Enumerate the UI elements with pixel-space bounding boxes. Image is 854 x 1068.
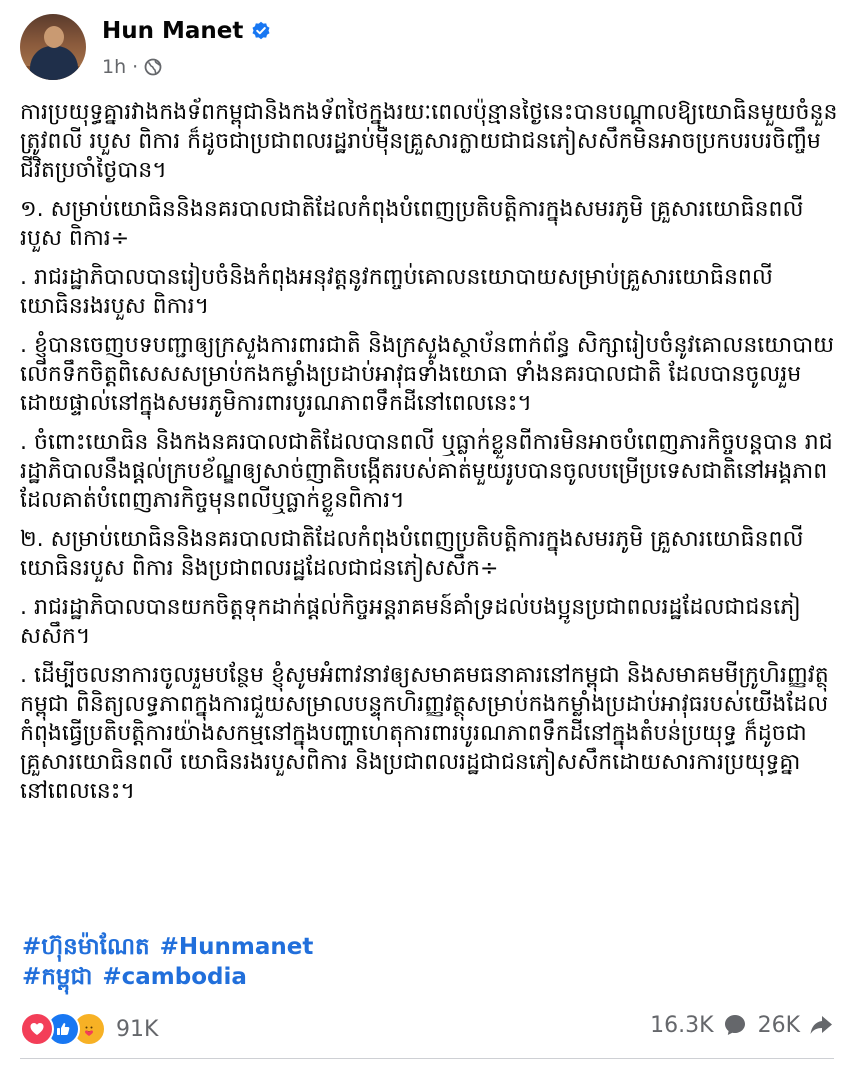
- reactions-summary[interactable]: [20, 1012, 158, 1046]
- hashtag-link[interactable]: #Hunmanet: [159, 934, 314, 960]
- engagement-stats: [650, 1012, 834, 1038]
- love-icon: [20, 1012, 54, 1046]
- comment-icon: [722, 1012, 748, 1038]
- hashtag-link[interactable]: #ហ៊ុនម៉ាណែត: [22, 934, 150, 960]
- post-timestamp[interactable]: 1h: [102, 56, 127, 78]
- post-paragraph: ២. សម្រាប់យោធិននិងនគរបាលជាតិដែលកំពុងបំពេញប្រតិបត្តិការក្នុងសមរភូមិ គ្រួសារយោធិនពលី យោធិនរបួស ពិការ និងប្រជាពលរដ្ឋដែលជាជនភៀសសឹក÷: [20, 527, 804, 581]
- post-meta: [102, 56, 162, 78]
- hashtag-link[interactable]: #កម្ពុជា: [22, 964, 93, 990]
- post-paragraph: . ដើម្បីចលនាការចូលរួមបន្ថែម ខ្ញុំសូមអំពាវនាវឲ្យសមាគមធនាគារនៅកម្ពុជា និងសមាគមមីក្រូហិរញ្ញវត្ថុកម្ពុជា ពិនិត្យលទ្ធភាពក្នុងការជួយសម្រាលបន្ទុកហិរញ្ញវត្ថុសម្រាប់កងកម្លាំងប្រដាប់អាវុធរបស់យើងដែលកំពុងធ្វើប្រតិបត្តិការយ៉ាងសកម្មនៅក្នុងបញ្ហាហេតុការពារបូរណភាពទឹកដីនៅក្នុងតំបន់ប្រយុទ្ធ ក៏ដូចជាគ្រួសារយោធិនពលី យោធិនរងរបួសពិការ និងប្រជាពលរដ្ឋជាជនភៀសសឹកដោយសារការប្រយុទ្ធគ្នានៅពេលនេះ។: [20, 663, 829, 804]
- globe-icon[interactable]: [144, 58, 162, 76]
- author-name-row: [102, 18, 271, 44]
- hashtag-list: [22, 932, 722, 992]
- hashtag-link[interactable]: #cambodia: [102, 964, 247, 990]
- verified-badge-icon: [251, 21, 271, 41]
- author-avatar[interactable]: [20, 14, 86, 80]
- comments-stat[interactable]: [650, 1012, 747, 1038]
- meta-separator: ·: [132, 56, 139, 78]
- post-paragraph: . រាជរដ្ឋាភិបាលបានយកចិត្តទុកដាក់ផ្តល់កិច្ចអន្តរាគមន៍គាំទ្រដល់បងប្អូនប្រជាពលរដ្ឋដែលជាជនភៀសសឹក។: [20, 595, 801, 649]
- post-footer: [20, 1012, 834, 1052]
- post-paragraph: . រាជរដ្ឋាភិបាលបានរៀបចំនិងកំពុងអនុវត្តនូវកញ្ចប់គោលនយោបាយសម្រាប់គ្រួសារយោធិនពលី យោធិនរងរបួស ពិការ។: [20, 265, 773, 319]
- post-paragraph: . ខ្ញុំបានចេញបទបញ្ជាឲ្យក្រសួងការពារជាតិ និងក្រសួងស្ថាប័នពាក់ព័ន្ធ សិក្សារៀបចំនូវគោលនយោបាយលើកទឹកចិត្តពិសេសសម្រាប់កងកម្លាំងប្រដាប់អាវុធទាំងយោធា ទាំងនគរបាលជាតិ ដែលបានចូលរួមដោយផ្ទាល់នៅក្នុងសមរភូមិការពារបូរណភាពទឹកដីនៅពេលនេះ។: [20, 333, 835, 416]
- shares-stat[interactable]: [758, 1012, 834, 1038]
- author-name[interactable]: Hun Manet: [102, 18, 244, 44]
- post-header: [20, 14, 834, 84]
- share-icon: [808, 1012, 834, 1038]
- post-body: [20, 98, 838, 816]
- shares-count: 26K: [757, 1012, 800, 1038]
- footer-divider: [20, 1058, 834, 1059]
- post-paragraph: . ចំពោះយោធិន និងកងនគរបាលជាតិដែលបានពលី ឬធ្លាក់ខ្លួនពីការមិនអាចបំពេញភារកិច្ចបន្តបាន រាជរដ្ឋាភិបាលនឹងផ្តល់ក្របខ័ណ្ឌឲ្យសាច់ញាតិបង្កើតរបស់គាត់មួយរូបបានចូលបម្រើប្រទេសជាតិនៅអង្គភាពដែលគាត់បំពេញភារកិច្ចមុនពលីឬធ្លាក់ខ្លួនពិការ។: [20, 430, 833, 513]
- reactions-count[interactable]: 91K: [116, 1016, 159, 1042]
- comments-count: 16.3K: [650, 1012, 714, 1038]
- post-paragraph: ការប្រយុទ្ធគ្នារវាងកងទ័ពកម្ពុជានិងកងទ័ពថៃក្នុងរយៈពេលប៉ុន្មានថ្ងៃនេះបានបណ្តាលឱ្យយោធិនមួយចំនួនត្រូវពលី របួស ពិការ ក៏ដូចជាប្រជាពលរដ្ឋរាប់ម៉ឺនគ្រួសារក្លាយជាជនភៀសសឹកមិនអាចប្រកបរបរចិញ្ចឹមជីវិតប្រចាំថ្ងៃបាន។: [20, 100, 838, 183]
- post-paragraph: ១. សម្រាប់យោធិននិងនគរបាលជាតិដែលកំពុងបំពេញប្រតិបត្តិការក្នុងសមរភូមិ គ្រួសារយោធិនពលី របួស ពិការ÷: [20, 197, 804, 251]
